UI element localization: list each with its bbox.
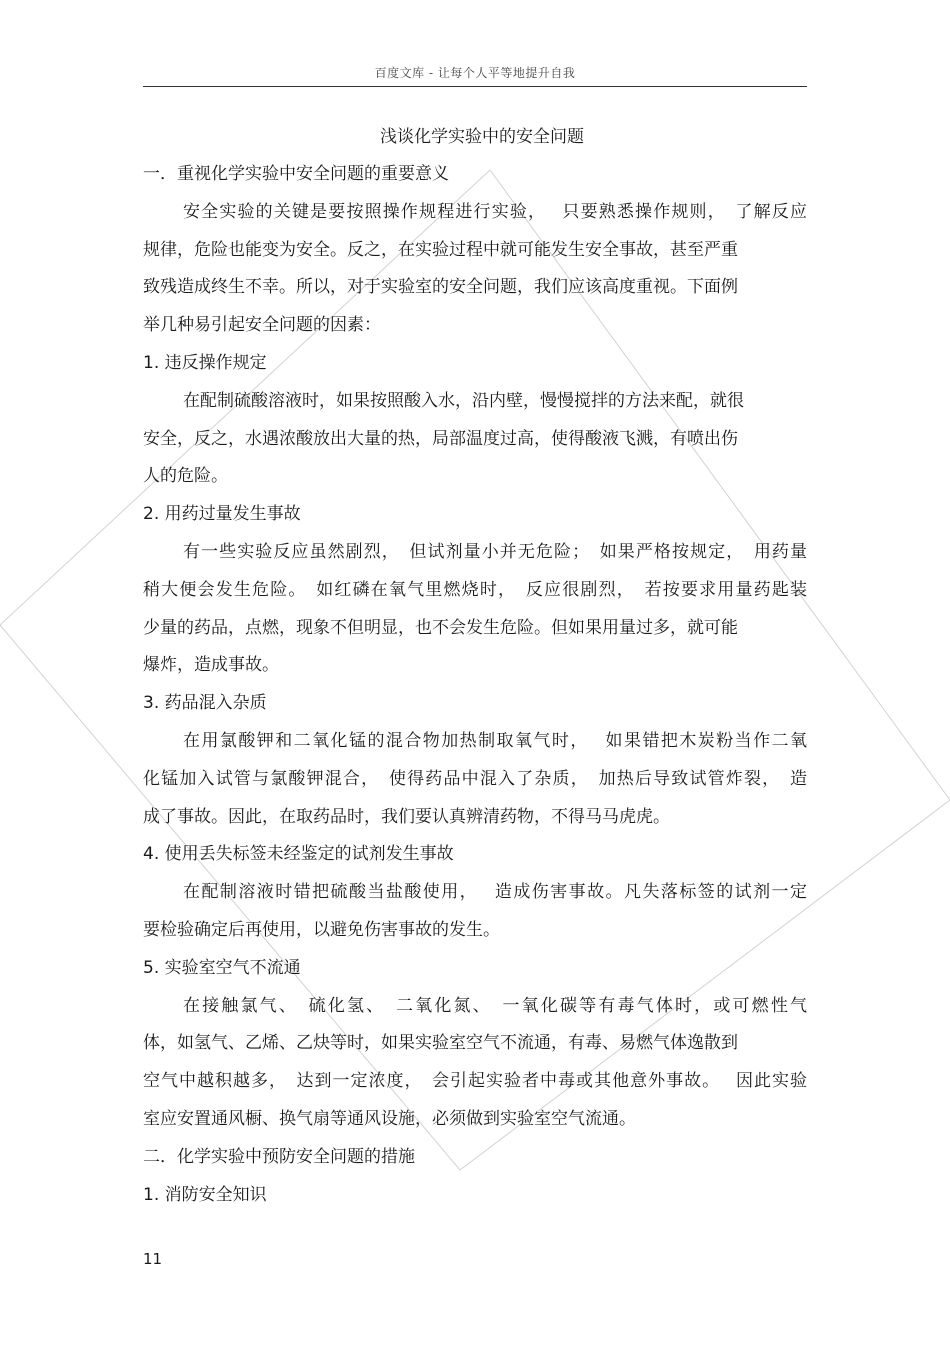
text-line: 1. 违反操作规定 [143, 352, 267, 373]
text-line: 爆炸，造成事故。 [143, 655, 279, 676]
document-lines [143, 156, 807, 1214]
text-line: 体，如氢气、乙烯、乙炔等时，如果实验室空气不流通，有毒、易燃气体逸散到 [143, 1033, 738, 1054]
text-line: 在接触氯气、 硫化氢、 二氧化氮、 一氧化碳等有毒气体时，或可燃性气 [183, 995, 807, 1016]
text-line: 举几种易引起安全问题的因素： [143, 315, 381, 336]
text-line: 人的危险。 [143, 466, 228, 487]
text-line: 2. 用药过量发生事故 [143, 504, 301, 525]
page-number: 11 [143, 1250, 163, 1268]
document-body [143, 118, 807, 1214]
document-title: 浅谈化学实验中的安全问题 [380, 127, 584, 147]
text-line: 稍大便会发生危险。 如红磷在氧气里燃烧时， 反应很剧烈， 若按要求用量药匙装 [143, 579, 807, 600]
text-line: 4. 使用丢失标签未经鉴定的试剂发生事故 [143, 844, 454, 865]
text-line: 在配制溶液时错把硫酸当盐酸使用， 造成伤害事故。凡失落标签的试剂一定 [183, 882, 807, 903]
page-header: 百度文库 - 让每个人平等地提升自我 [374, 66, 576, 80]
text-line: 空气中越积越多， 达到一定浓度， 会引起实验者中毒或其他意外事故。 因此实验 [143, 1071, 807, 1092]
header-rule [143, 86, 807, 87]
text-line: 规律，危险也能变为安全。反之，在实验过程中就可能发生安全事故，甚至严重 [143, 239, 738, 260]
text-line: 5. 实验室空气不流通 [143, 957, 301, 978]
text-line: 化锰加入试管与氯酸钾混合， 使得药品中混入了杂质， 加热后导致试管炸裂， 造 [143, 768, 807, 789]
text-line: 有一些实验反应虽然剧烈， 但试剂量小并无危险； 如果严格按规定， 用药量 [183, 541, 807, 562]
text-line: 要检验确定后再使用，以避免伤害事故的发生。 [143, 919, 500, 940]
text-line: 一．重视化学实验中安全问题的重要意义 [143, 164, 449, 184]
text-line: 安全，反之，水遇浓酸放出大量的热，局部温度过高，使得酸液飞溅，有喷出伤 [143, 428, 738, 449]
text-line: 室应安置通风橱、换气扇等通风设施，必须做到实验室空气流通。 [143, 1108, 636, 1129]
text-line: 成了事故。因此，在取药品时，我们要认真辨清药物，不得马马虎虎。 [143, 806, 670, 827]
text-line: 安全实验的关键是要按照操作规程进行实验， 只要熟悉操作规则， 了解反应 [183, 201, 807, 222]
text-line: 在用氯酸钾和二氧化锰的混合物加热制取氧气时， 如果错把木炭粉当作二氧 [183, 730, 807, 751]
text-line: 二．化学实验中预防安全问题的措施 [143, 1146, 415, 1167]
text-line: 在配制硫酸溶液时，如果按照酸入水，沿内壁，慢慢搅拌的方法来配，就很 [183, 390, 744, 411]
text-line: 少量的药品，点燃，现象不但明显，也不会发生危险。但如果用量过多，就可能 [143, 617, 738, 638]
text-line: 致残造成终生不幸。所以，对于实验室的安全问题，我们应该高度重视。下面例 [143, 277, 738, 298]
text-line: 3. 药品混入杂质 [143, 693, 267, 714]
text-line: 1. 消防安全知识 [143, 1184, 267, 1205]
